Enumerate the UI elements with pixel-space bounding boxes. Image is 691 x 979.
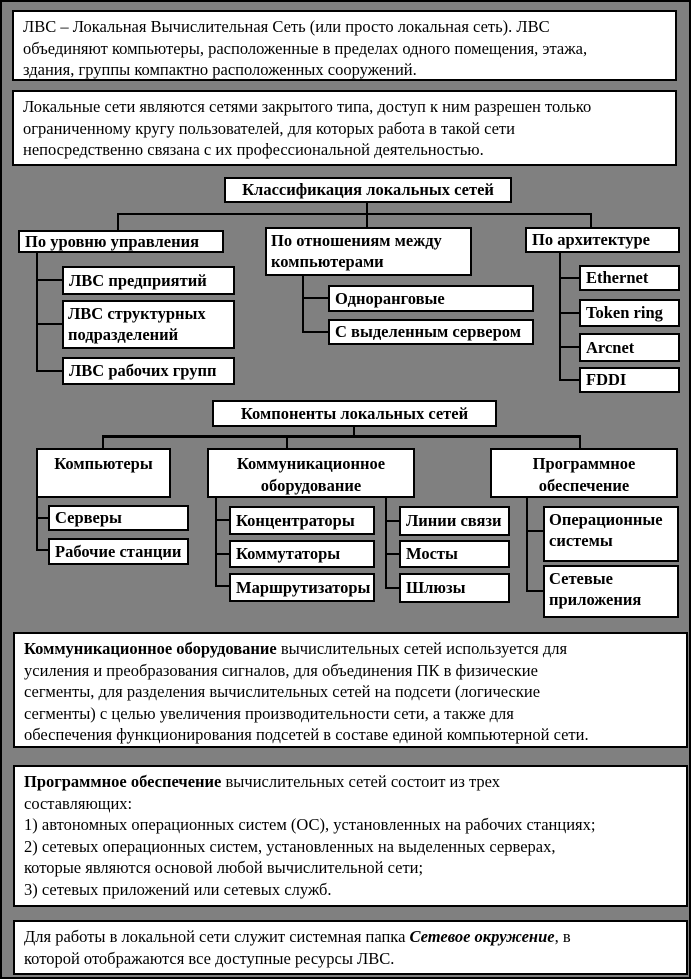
text-line: ограниченному кругу пользователей, для которых работа в такой сети (23, 118, 515, 138)
node-computers: Компьютеры (36, 448, 171, 498)
node-lvs-workgroups: ЛВС рабочих групп (62, 357, 235, 385)
connector-line (302, 331, 328, 333)
text-line: 3) сетевых приложений или сетевых служб. (24, 879, 332, 899)
text-line: Локальные сети являются сетями закрытого типа, доступ к ним разрешен только (23, 97, 592, 116)
text-run: вычислительных сетей используется для (276, 639, 568, 658)
connector-line (302, 297, 328, 299)
text-line (24, 926, 677, 948)
text-line (24, 638, 677, 660)
connector-line (117, 213, 119, 230)
text-run: Для работы в локальной сети служит системная папка (24, 927, 410, 946)
connector-line (36, 517, 48, 519)
node-by-management-level: По уровню управления (18, 230, 224, 253)
text-line (24, 771, 677, 793)
text-line: составляющих: (24, 793, 133, 813)
text-line: усиления и преобразования сигналов, для объединения ПК в физические (24, 660, 538, 680)
text-line: которой отображаются все доступные ресурсы ЛВС. (24, 948, 395, 968)
connector-line (36, 370, 62, 372)
text-run: , в (554, 927, 571, 946)
connector-line (385, 498, 387, 589)
node-communication-equipment: Коммуникационное оборудование (207, 448, 415, 498)
connector-line (559, 346, 579, 348)
connector-line (117, 213, 592, 215)
textbox-network-neighborhood (13, 920, 688, 975)
node-dedicated-server: С выделенным сервером (328, 319, 534, 345)
textbox-closed-network (12, 90, 677, 166)
bold-lead: Коммуникационное оборудование (24, 639, 277, 658)
node-bridges: Мосты (399, 540, 510, 568)
connector-line (385, 520, 399, 522)
connector-line (215, 519, 229, 521)
connector-line (590, 213, 592, 227)
connector-line (559, 277, 579, 279)
text-run: вычислительных сетей состоит из трех (221, 772, 501, 791)
node-routers: Маршрутизаторы (229, 573, 375, 602)
node-software: Программное обеспечение (490, 448, 678, 498)
node-by-architecture: По архитектуре (525, 227, 680, 253)
node-servers: Серверы (48, 505, 189, 531)
connector-line (36, 323, 62, 325)
node-fddi: FDDI (579, 367, 680, 393)
text-line: ЛВС – Локальная Вычислительная Сеть (или просто локальная сеть). ЛВС (23, 17, 550, 36)
node-gateways: Шлюзы (399, 573, 510, 603)
node-token-ring: Token ring (579, 299, 680, 327)
node-network-applications: Сетевые приложения (543, 565, 679, 618)
connector-line (385, 587, 399, 589)
connector-line (559, 312, 579, 314)
node-workstations: Рабочие станции (48, 538, 189, 565)
connector-line (215, 553, 229, 555)
connector-line (579, 435, 581, 448)
connector-line (385, 553, 399, 555)
text-line: 1) автономных операционных систем (ОС), установленных на рабочих станциях; (24, 815, 596, 834)
connector-line (526, 590, 543, 592)
node-arcnet: Arcnet (579, 333, 680, 362)
text-line: сегменты, для разделения вычислительных сетей на подсети (логические (24, 682, 541, 701)
connector-line (36, 498, 38, 551)
node-by-computer-relations: По отношениям между компьютерами (265, 227, 472, 276)
text-line: непосредственно связана с их профессиональной деятельностью. (23, 140, 484, 159)
node-ethernet: Ethernet (579, 265, 680, 291)
connector-line (102, 435, 104, 448)
node-components-title: Компоненты локальных сетей (212, 400, 497, 427)
connector-line (36, 253, 38, 372)
connector-line (526, 530, 543, 532)
connector-line (366, 213, 368, 227)
textbox-communication-equipment (13, 632, 688, 748)
node-switches: Коммутаторы (229, 540, 375, 568)
emphasized-folder-name: Сетевое окружение (409, 927, 555, 946)
connector-line (215, 585, 229, 587)
text-line: которые являются основой любой вычислительной сети; (24, 858, 424, 877)
connector-line (102, 435, 581, 438)
textbox-lvs-definition (12, 10, 677, 81)
connector-line (559, 253, 561, 381)
text-line: здания, группы компактно расположенных сооружений. (23, 60, 417, 79)
node-hubs: Концентраторы (229, 506, 375, 535)
text-line: обеспечения функционирования подсетей в составе единой компьютерной сети. (24, 725, 589, 744)
connector-line (286, 435, 288, 448)
node-peer-to-peer: Одноранговые (328, 285, 534, 312)
textbox-software-components (13, 765, 688, 907)
node-lvs-enterprises: ЛВС предприятий (62, 266, 235, 295)
text-line: объединяют компьютеры, расположенные в пределах одного помещения, этажа, (23, 38, 588, 58)
connector-line (36, 549, 48, 551)
connector-line (215, 498, 217, 587)
connector-line (559, 379, 579, 381)
node-communication-lines: Линии связи (399, 506, 510, 536)
connector-line (302, 276, 304, 333)
bold-lead: Программное обеспечение (24, 772, 222, 791)
node-classification-title: Классификация локальных сетей (224, 177, 512, 203)
node-lvs-structural-units: ЛВС структурных подразделений (62, 300, 235, 349)
connector-line (36, 279, 62, 281)
text-line: сегменты) с целью увеличения производительности сети, а также для (24, 703, 514, 723)
text-line: 2) сетевых операционных систем, установленных на выделенных серверах, (24, 836, 556, 856)
node-operating-systems: Операционные системы (543, 506, 679, 562)
connector-line (526, 498, 528, 592)
